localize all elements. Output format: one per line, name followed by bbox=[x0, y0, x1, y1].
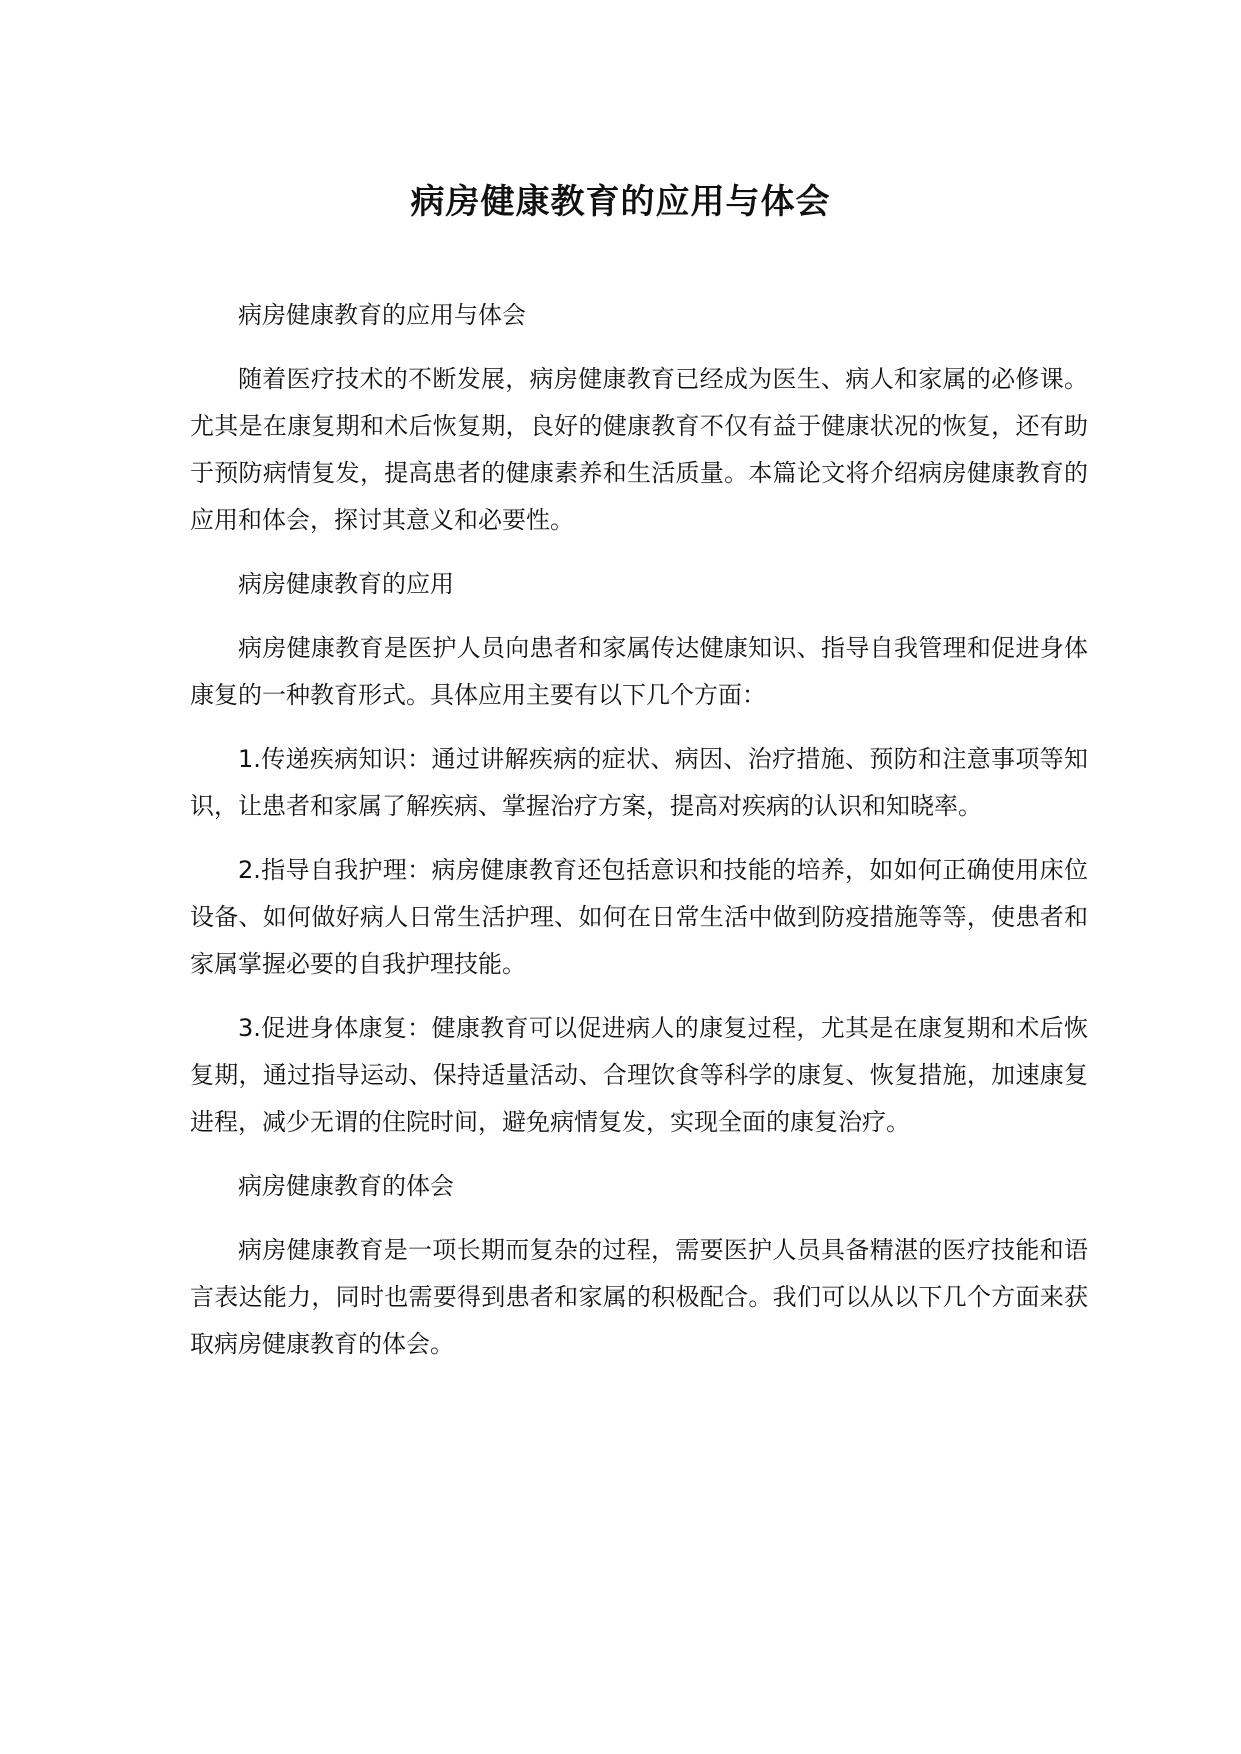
section-heading-experience: 病房健康教育的体会 bbox=[238, 1172, 454, 1200]
paragraph-application: 病房健康教育是医护人员向患者和家属传达健康知识、指导自我管理和促进身体康复的一种教育形式。具体应用主要有以下几个方面： bbox=[190, 634, 1088, 709]
list-item-self-care: 2.指导自我护理：病房健康教育还包括意识和技能的培养，如如何正确使用床位设备、如何做好病人日常生活护理、如何在日常生活中做到防疫措施等等，使患者和家属掌握必要的自我护理技能。 bbox=[190, 856, 1088, 978]
section-heading-application: 病房健康教育的应用 bbox=[238, 570, 454, 598]
list-item-disease-knowledge: 1.传递疾病知识：通过讲解疾病的症状、病因、治疗措施、预防和注意事项等知识，让患者和家属了解疾病、掌握治疗方案，提高对疾病的认识和知晓率。 bbox=[190, 745, 1088, 820]
document-body bbox=[190, 292, 1088, 1385]
section-heading-intro: 病房健康教育的应用与体会 bbox=[238, 301, 526, 329]
document-title: 病房健康教育的应用与体会 bbox=[410, 182, 831, 222]
paragraph-intro: 随着医疗技术的不断发展，病房健康教育已经成为医生、病人和家属的必修课。尤其是在康复期和术后恢复期，良好的健康教育不仅有益于健康状况的恢复，还有助于预防病情复发，提高患者的健康素养和生活质量。本篇论文将介绍病房健康教育的应用和体会，探讨其意义和必要性。 bbox=[190, 365, 1088, 534]
paragraph-experience: 病房健康教育是一项长期而复杂的过程，需要医护人员具备精湛的医疗技能和语言表达能力，同时也需要得到患者和家属的积极配合。我们可以从以下几个方面来获取病房健康教育的体会。 bbox=[190, 1236, 1088, 1358]
list-item-recovery: 3.促进身体康复：健康教育可以促进病人的康复过程，尤其是在康复期和术后恢复期，通过指导运动、保持适量活动、合理饮食等科学的康复、恢复措施，加速康复进程，减少无谓的住院时间，避免病情复发，实现全面的康复治疗。 bbox=[190, 1014, 1088, 1136]
